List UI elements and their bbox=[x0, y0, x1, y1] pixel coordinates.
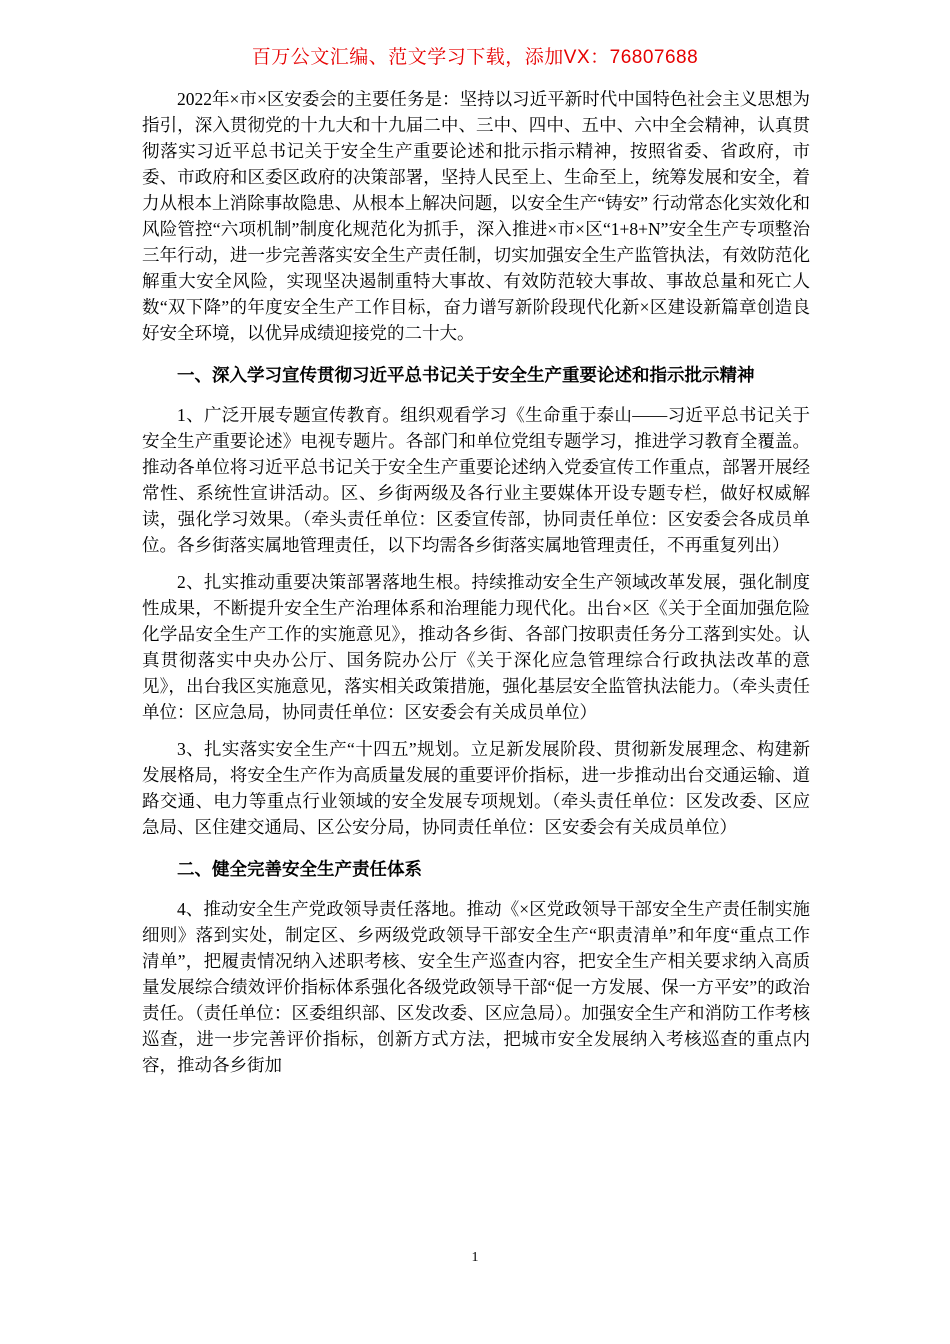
watermark-header-notice: 百万公文汇编、范文学习下载，添加VX：76807688 bbox=[251, 47, 699, 68]
paragraph-main-tasks-intro: 2022年×市×区安委会的主要任务是：坚持以习近平新时代中国特色社会主义思想为指引，深入贯彻党的十九大和十九届二中、三中、四中、五中、六中全会精神，认真贯彻落实习近平总书记关于安全生产重要论述和批示指示精神，按照省委、省政府，市委、市政府和区委区政府的决策部署，坚持人民至上、生命至上，统筹发展和安全，着力从根本上消除事故隐患、从根本上解决问题，以安全生产“铸安” 行动常态化实效化和风险管控“六项机制”制度化规范化为抓手，深入推进×市×区“1+8+N”安全生产专项整治三年行动，进一步完善落实安全生产责任制，切实加强安全生产监管执法，有效防范化解重大安全风险，实现坚决遏制重特大事故、有效防范较大事故、事故总量和死亡人数“双下降”的年度安全生产工作目标，奋力谱写新阶段现代化新×区建设新篇章创造良好安全环境，以优异成绩迎接党的二十大。 bbox=[142, 89, 810, 343]
paragraph-item-2: 2、扎实推动重要决策部署落地生根。持续推动安全生产领域改革发展，强化制度性成果，不断提升安全生产治理体系和治理能力现代化。出台×区《关于全面加强危险化学品安全生产工作的实施意见》，推动各乡街、各部门按职责任务分工落到实处。认真贯彻落实中央办公厅、国务院办公厅《关于深化应急管理综合行政执法改革的意见》，出台我区实施意见，落实相关政策措施，强化基层安全监管执法能力。（牵头责任单位：区应急局，协同责任单位：区安委会有关成员单位） bbox=[142, 572, 810, 722]
document-body bbox=[142, 86, 810, 1089]
heading-section-1: 一、深入学习宣传贯彻习近平总书记关于安全生产重要论述和指示批示精神 bbox=[177, 365, 755, 385]
paragraph-item-4: 4、推动安全生产党政领导责任落地。推动《×区党政领导干部安全生产责任制实施细则》落到实处，制定区、乡两级党政领导干部安全生产“职责清单”和年度“重点工作清单”，把履责情况纳入述职考核、安全生产巡查内容，把安全生产相关要求纳入高质量发展综合绩效评价指标体系强化各级党政领导干部“促一方发展、保一方平安”的政治责任。（责任单位：区委组织部、区发改委、区应急局）。加强安全生产和消防工作考核巡查，进一步完善评价指标，创新方式方法，把城市安全发展纳入考核巡查的重点内容，推动各乡街加 bbox=[142, 899, 810, 1075]
paragraph-item-1: 1、广泛开展专题宣传教育。组织观看学习《生命重于泰山——习近平总书记关于安全生产重要论述》电视专题片。各部门和单位党组专题学习，推进学习教育全覆盖。推动各单位将习近平总书记关于安全生产重要论述纳入党委宣传工作重点，部署开展经常性、系统性宣讲活动。区、乡街两级及各行业主要媒体开设专题专栏，做好权威解读，强化学习效果。（牵头责任单位：区委宣传部，协同责任单位：区安委会各成员单位。各乡街落实属地管理责任，以下均需各乡街落实属地管理责任，不再重复列出） bbox=[142, 405, 810, 555]
page-number: 1 bbox=[471, 1250, 479, 1265]
paragraph-item-3: 3、扎实落实安全生产“十四五”规划。立足新发展阶段、贯彻新发展理念、构建新发展格局，将安全生产作为高质量发展的重要评价指标，进一步推动出台交通运输、道路交通、电力等重点行业领域的安全发展专项规划。（牵头责任单位：区发改委、区应急局、区住建交通局、区公安分局，协同责任单位：区安委会有关成员单位） bbox=[142, 739, 810, 837]
heading-section-2: 二、健全完善安全生产责任体系 bbox=[177, 859, 422, 879]
